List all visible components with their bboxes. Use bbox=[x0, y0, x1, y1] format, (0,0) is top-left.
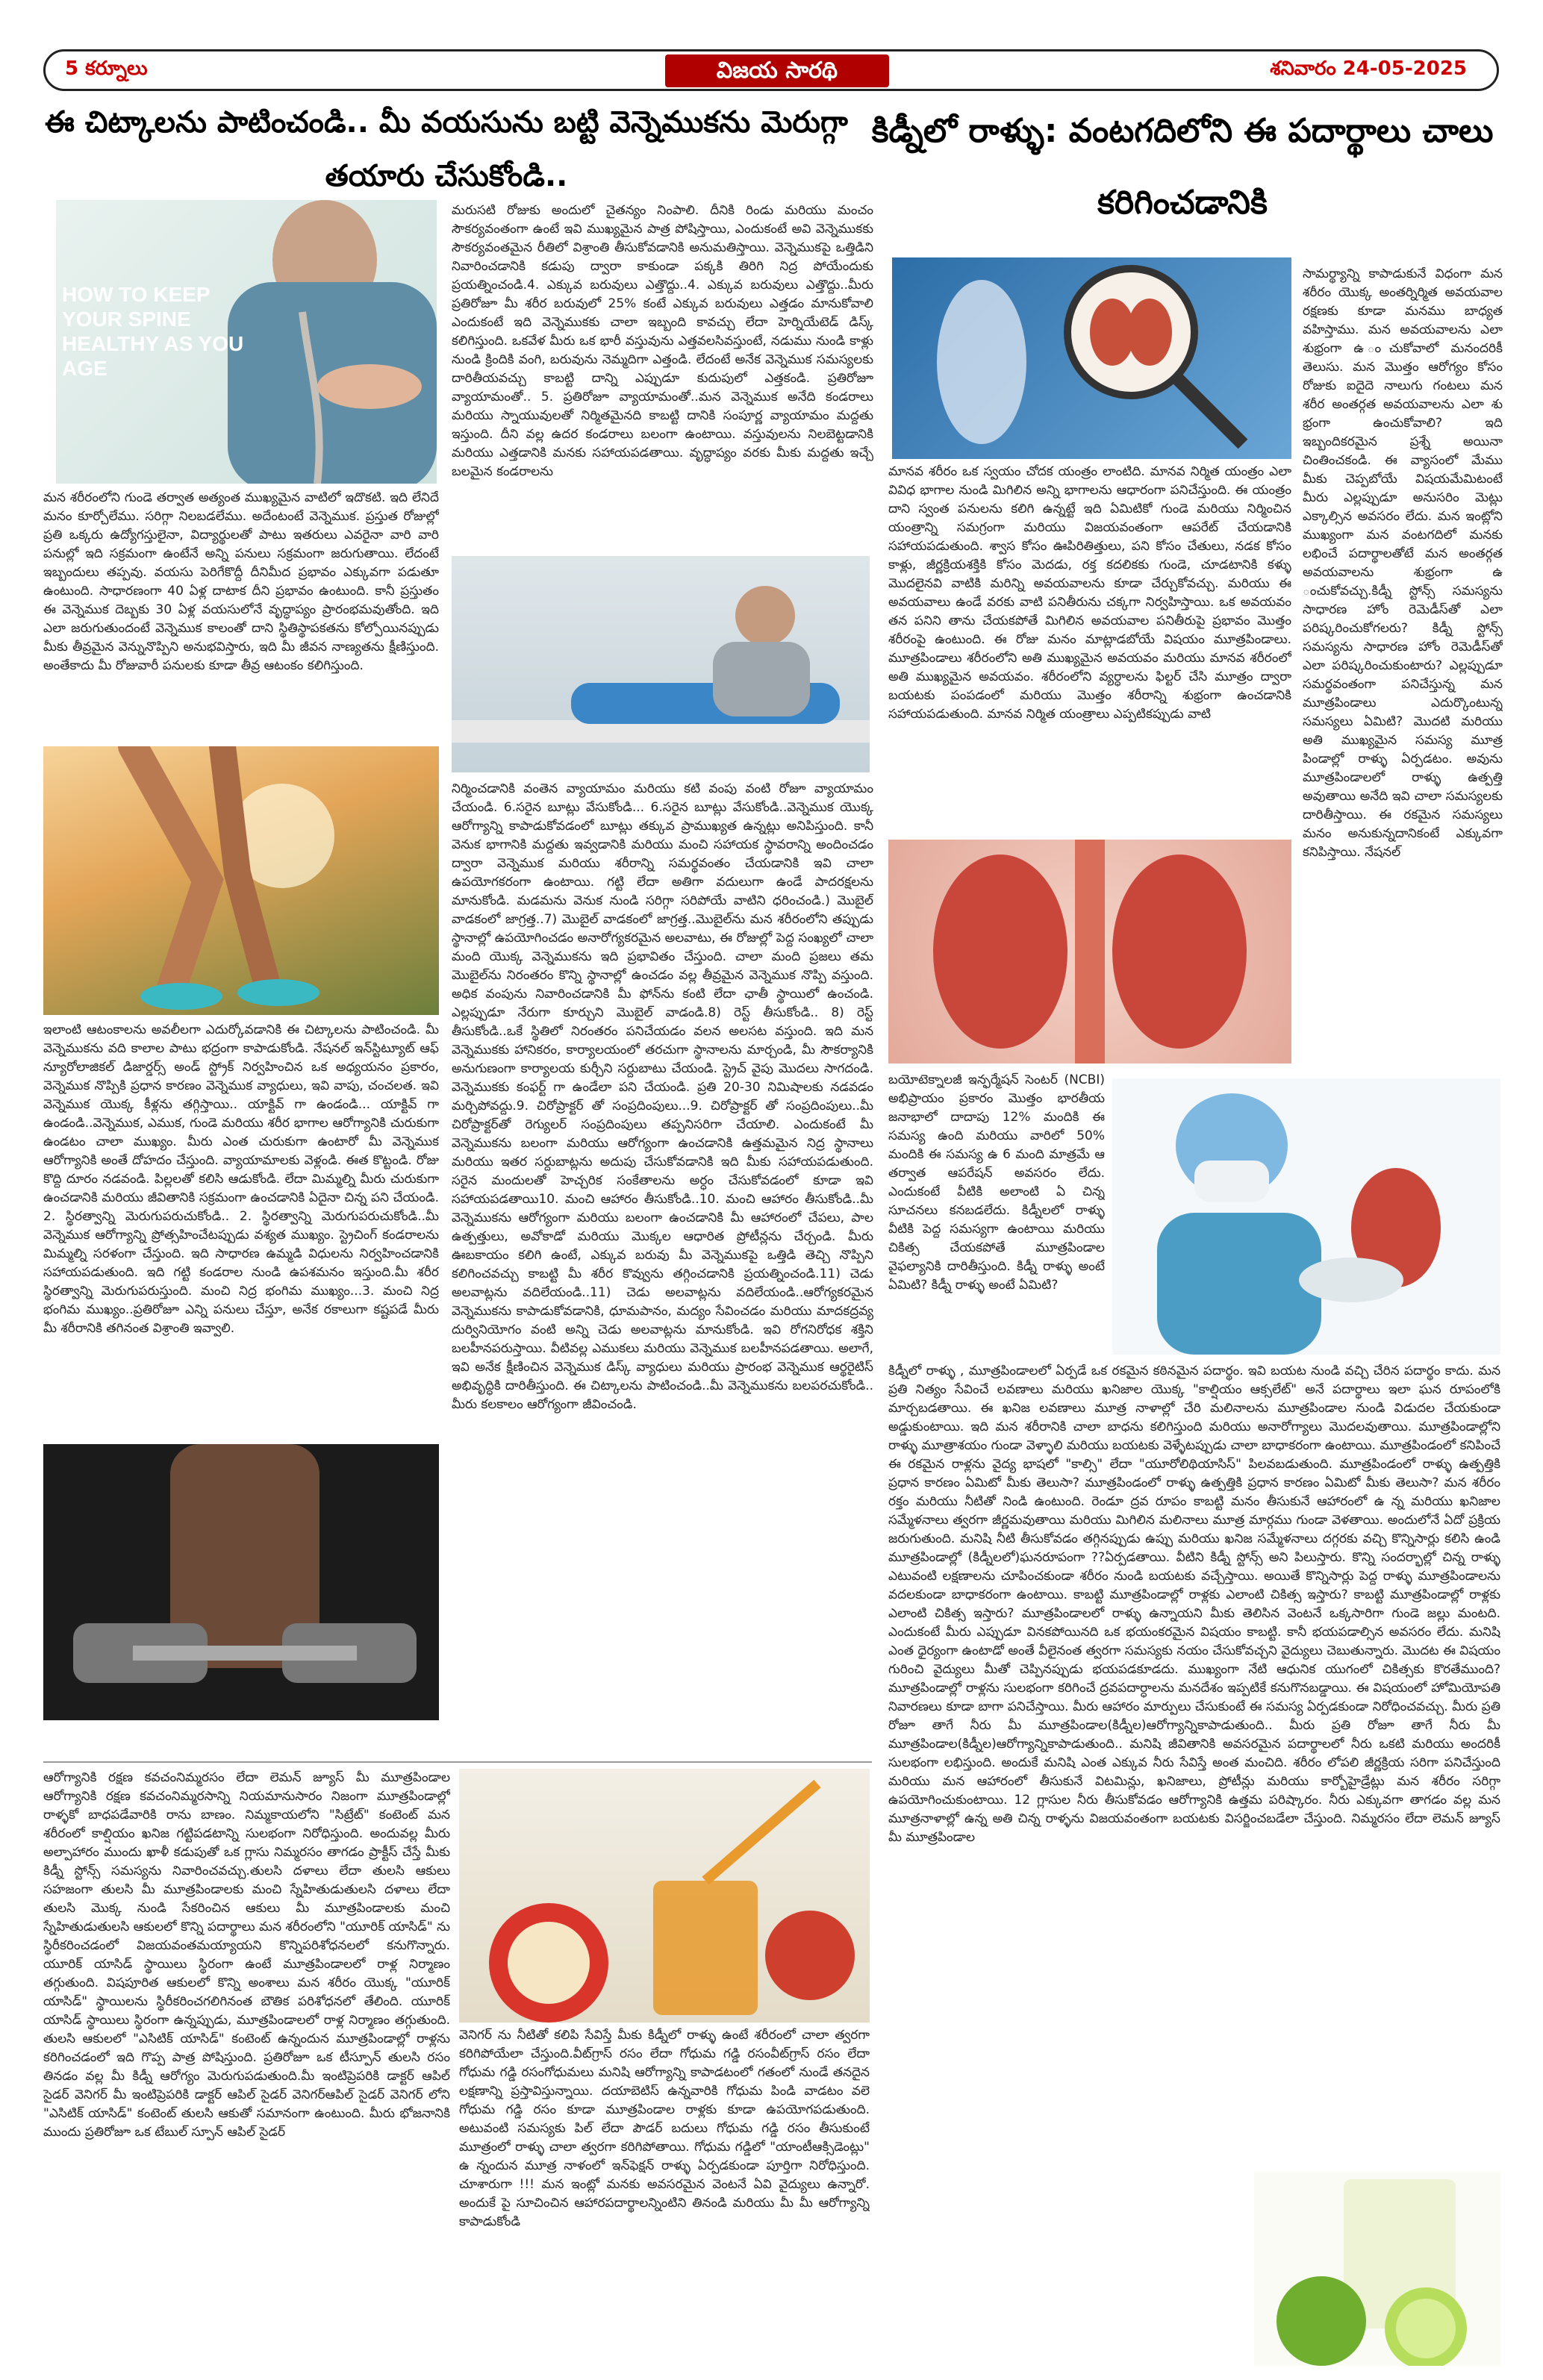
article2-right-col-text: సామర్థ్యాన్ని కాపాడుకునే విధంగా మన శరీరం యొక్క అంతర్నిర్మిత అవయవాల రక్షణకు కూడా మనము బాధ్యత వహిస్తాము. మన అవయవాలను ఎలా శుభ్రంగా ఉ ంచుకోవాలో మనందరికీ తెలుసు. మన మొత్తం ఆరోగ్యం కోసం రోజుకు ఐదైదె నాలుగు గంటలు మన శరీర అంతర్గత అవయవాలను ఎలా శు భ్రంగా ఉంచుకోవాలి? ఇది ఇబ్బందికరమైన ప్రశ్నే అయినా చింతించకండి. ఈ వ్యాసంలో మేము మీకు చెప్పబోయే విషయమేమిటంటే మీరు ఎల్లప్పుడూ అనుసరిం మెట్లు ఎక్కాల్సిన అవసరం లేదు. మన ఇంట్లోని ముఖ్యంగా మన వంటగదిలో మనకు లభించే పదార్థాలతోటే మన అంతర్గత అవయవాలను శుభ్రంగా ఉ ంచుకోవచ్చు.కిడ్నీ స్టోన్స్ సమస్యను సాధారణ హోం రెమెడీస్‌తో ఎలా పరిష్కరించుకోగలరు? కిడ్నీ స్టోన్స్ సమస్యను సాధారణ హోం రెమెడీస్‌తో ఎలా పరిష్కరించుకుంటారు? ఎల్లప్పుడూ సమర్థవంతంగా పనిచేస్తున్న మన మూత్రపిండాలు ఎదుర్కొంటున్న సమస్యలు ఏమిటి? మొదటి మరియు అతి ముఖ్యమైన సమస్య మూత్ర పిండాల్లో రాళ్ళు ఏర్పడటం. అవును మూత్రపిండాలలో రాళ్ళు ఉత్పత్తి అవుతాయి అనేది ఇవి చాలా సమస్యలకు దారితీస్తాయి. ఈ రకమైన సమస్యలు మనం అనుకున్నదానికంటే ఎక్కువగా కనిపిస్తాయి. నేషనల్ bbox=[1303, 266, 1503, 860]
doctor-kidney-photo bbox=[1112, 1078, 1500, 1355]
article1-col2-para2: నిర్మించడానికి వంతెన వ్యాయామం మరియు కటి వంపు వంటి రోజూ వ్యాయామం చేయండి. 6.సరైన బూట్లు వేసుకోండి... 6.సరైన బూట్లు వేసుకోండి..వెన్నెముక యొక్క ఆరోగ్యాన్ని కాపాడుకోవడంలో బూట్లు తక్కువ ప్రాముఖ్యత ఉన్నట్లు అనిపిస్తుంది. కానీ వెనుక భాగానికి మద్దతు ఇవ్వడానికి మరియు మంచి సహాయక స్థావరాన్ని అందించడం ద్వారా వెన్నెముక మరియు శరీరాన్ని సమర్థవంతం చేయడానికి ఇవి చాలా ఉపయోగకరంగా ఉంటాయి. గట్టి లేదా అతిగా వదులుగా ఉండే పాదరక్షలను మానుకోండి. మడమను వెనుక నుండి సరిగ్గా సరిపోయే వాటిని ధరించండి.) మొబైల్ వాడకంలో జాగ్రత్త..7) మొబైల్ వాడకంలో జాగ్రత్త..మొబైల్‌ను మన శరీరంలోని తప్పుడు స్థానాల్లో ఉపయోగించడం అనారోగ్యకరమైన అలవాటు, ఈ రోజుల్లో పెద్ద సంఖ్యలో చాలా మంది యొక్క వెన్నెముకను ఇది ప్రభావితం చేస్తుంది. చాలా మంది ప్రజలు తమ మొబైల్‌ను నిరంతరం కొన్ని స్థానాల్లో ఉంచడం వల్ల తీవ్రమైన వెన్నెముక నొప్పి వస్తుంది. అధిక వంపును నివారించడానికి మీ ఫోన్‌ను కంటి లేదా ఛాతీ స్థాయిలో ఉంచండి. ఎల్లప్పుడూ నేరుగా కూర్చుని మొబైల్ వాడండి.8) రెస్ట్ తీసుకోండి.. 8) రెస్ట్ తీసుకోండి..ఒకే స్థితిలో నిరంతరం పనిచేయడం వలన అలసట వస్తుంది. ఇది మన వెన్నెముకకు హానికరం, కార్యాలయంలో తరచుగా స్థానాలను మార్చండి, మీ సౌకర్యానికి అనుగుణంగా కార్యాలయ కుర్చీని సర్దుబాటు చేయండి. స్ట్రెచ్ వైపు మొదలు సాగదండి. వెన్నెముకకు కంఫర్ట్ గా ఉండేలా పని చేయండి. ప్రతి 20-30 నిమిషాలకు నడవడం మర్చిపోవద్దు.9. చిరోప్రాక్టర్ తో సంప్రదింపులు...9. చిరోప్రాక్టర్ తో సంప్రదింపులు..మీ చిరోప్రాక్టర్‌తో రెగ్యులర్ సంప్రదింపులు తప్పనిసరిగా చేయాలి. ఎందుకంటే మీ వెన్నెముకను బలంగా మరియు ఆరోగ్యంగా ఉంచడానికి ఉత్తమమైన నిద్ర స్థానాలు మరియు ఇతర సర్దుబాట్లను అదుపు చేసుకోవడానికి ఇది మీకు సహాయపడుతుంది. సరైన మందులతో హెచ్చరిక సంకేతాలను అర్ధం చేసుకోవడంలో కూడా ఇవి సహాయపడతాయి10. మంచి ఆహారం తీసుకోండి..10. మంచి ఆహారం తీసుకోండి..మీ వెన్నెముకను ఆరోగ్యంగా మరియు బలంగా ఉంచడానికి మీ ఆహారంలో చేపలు, పాల ఉత్పత్తులు, అవోకాడో మరియు మొక్కల ఆధారిత ప్రోటీన్లను చేర్చండి. మీరు ఊబకాయం కలిగి ఉంటే, ఎక్కువ బరువు మీ వెన్నెముకపై ఒత్తిడి తెచ్చి నొప్పిని కలిగించవచ్చు కాబట్టి మీ శరీర కొవ్వును తగ్గించడానికి ప్రయత్నించండి.11) చెడు అలవాట్లను వదిలేయండి..11) చెడు అలవాట్లను వదిలేయండి..ఆరోగ్యకరమైన వెన్నెముకను కాపాడుకోవడానికి, ధూమపానం, మద్యం సేవించడం మరియు మాదకద్రవ్య దుర్వినియోగం వంటి అన్ని చెడు అలవాట్లను మానుకోండి. ఇవి రోగనిరోధక శక్తిని బలహీనపరుస్తాయి. వీటివల్ల ఎముకలు మరియు వెన్నెముక బలహీనపడతాయి. అలాగే, ఇవి అనేక క్షీణించిన వెన్నెముక డిస్క్ వ్యాధులు మరియు ప్రారంభ వెన్నెముక ఆర్థరైటిస్ అభివృద్ధికి దారితీస్తుంది. ఈ చిట్కాలను పాటించండి..మీ వెన్నెముకను బలపరచుకోండి.. మీరు కలకాలం ఆరోగ్యంగా జీవించండి. bbox=[452, 781, 873, 1412]
spine-photo-caption: HOW TO KEEP YOUR SPINE HEALTHY AS YOU AGE bbox=[62, 283, 244, 380]
spine-health-photo bbox=[56, 200, 437, 484]
chiropractor-photo bbox=[452, 556, 870, 772]
page-header-banner bbox=[43, 49, 1499, 91]
dumbbell-workout-photo bbox=[43, 1444, 439, 1720]
knee-pain-photo bbox=[43, 746, 439, 1015]
article1-col1-para1: మన శరీరంలోని గుండె తర్వాత అత్యంత ముఖ్యమైన వాటిలో ఇదొకటి. ఇది లేనిదే మనం కూర్చోలేము. సరిగ్గా నిలబడలేము. అదేంటంటే వెన్నెముక. ప్రస్తుత రోజుల్లో ప్రతి ఒక్కరు ఉద్యోగస్తులైనా, విద్యార్థులతో పాటు ఇతరులు ఎవరైనా వారి వారి పనుల్లో ఇది సక్రమంగా ఉంటేనే అన్ని పనులు సక్రమంగా జరుగుతాయి. లేదంటే ఇబ్బందులు తప్పవు. వయసు పెరిగేకొద్దీ దీనిమీద ప్రభావం ఎక్కువగా పడుతూ ఉంటుంది. సాధారణంగా 40 ఏళ్ల దాటాక దీని ప్రభావం ఉంటుంది. కానీ ప్రస్తుతం ఈ వెన్నెముక దెబ్బకు 30 ఏళ్ల వయసులోనే వృద్ధాప్యం ప్రారంభమవుతోంది. ఇది ఎలా జరుగుతుందంటే వెన్నెముక కాలంతో దాని స్థితిస్థాపకతను కోల్పోయినప్పుడు మీకు తీవ్రమైన వెన్నునొప్పిని అనుభవిస్తారు, ఇది మీ జీవన నాణ్యతను క్షీణిస్తుంది. అంతేకాదు మీ రోజువారీ పనులకు కూడా తీవ్ర ఆటంకం కలిగిస్తుంది. bbox=[43, 490, 439, 673]
article1-col2-para1: మరుసటి రోజుకు అందులో చైతన్యం నింపాలి. దీనికి రిండు మరియు మంచం సౌకర్యవంతంగా ఉంటే ఇవి ముఖ్యమైన పాత్ర పోషిస్తాయి, ఎందుకంటే అవి వెన్నెముకకు సౌకర్యవంతమైన రీతిలో విశ్రాంతి తీసుకోవడానికి అనుమతిస్తాయి. వెన్నెముకపై ఒత్తిడిని నివారించడానికి కడుపు ద్వారా కాకుండా పక్కకి తిరిగి నిద్ర పోయేందుకు ప్రయత్నించండి.4. ఎక్కువ బరువులు ఎత్తొద్దు..4. ఎక్కువ బరువులు ఎత్తొద్దు..మీరు ప్రతిరోజూ మీ శరీర బరువులో 25% కంటే ఎక్కువ బరువులు ఎత్తడం మానుకోవాలి ఎందుకంటే ఇది వెన్నెముకకు చాలా ఇబ్బంది కావచ్చు లేదా హెర్నియేటెడ్ డిస్క్ కలిగిస్తుంది. ఒకవేళ మీరు ఒక భారీ వస్తువును ఎత్తవలసివస్తుంటే, నడుము నుండి కాళ్లు నుండి క్రిందికి వంగి, బరువును నెమ్మదిగా ఎత్తండి. లేదంటే అనేక వెన్నెముక సమస్యలకు దారితీయవచ్చు కాబట్టి దాన్ని ఎప్పుడూ కుదుపులో ఎత్తకండి. ప్రతిరోజూ వ్యాయామంతో.. 5. ప్రతిరోజూ వ్యాయామంతో..మన వెన్నెముక అనేది కండరాలు మరియు స్నాయువులతో నిర్మితమైనది కాబట్టి దానికి సంపూర్ణ వ్యాయామం మద్దతు ఇస్తుంది. దీని వల్ల ఉదర కండరాలు బలంగా ఉంటాయి. వస్తువులను నిలబెట్టడానికి మరియు ఎత్తడానికి మనకు సహాయపడతాయి. వృద్ధాప్యం వరకు మీకు మద్దతు ఇచ్చే బలమైన కండరాలను bbox=[452, 203, 873, 479]
article1-headline: ఈ చిట్కాలను పాటించండి.. మీ వయసును బట్టి వెన్నెముకను మెరుగ్గా తయారు చేసుకోండి.. bbox=[45, 105, 848, 193]
newspaper-title: విజయ సారథి bbox=[665, 54, 889, 87]
article2-mid-para2: బయోటెక్నాలజీ ఇన్ఫర్మేషన్ సెంటర్ (NCBI) అభిప్రాయం ప్రకారం మొత్తం భారతీయ జనాభాలో దాదాపు 12% మందికి ఈ సమస్య ఉంది మరియు వారిలో 50% మందికి ఈ సమస్య ఉ 6 మంది మాత్రమే ఆ తర్వాత ఆపరేషన్ అవసరం లేదు. ఎందుకంటే వీటికి అలాంటి ఏ చిన్న సూచనలు కనబడలేదు. కిడ్నీలలో రాళ్ళు వీటికి పెద్ద సమస్యగా ఉంటాయి మరియు చికిత్స చేయకపోతే మూత్రపిండాల వైఫల్యానికి దారితీస్తుంది. కిడ్నీ రాళ్ళు అంటే ఏమిటి? కిడ్నీ రాళ్ళు అంటే ఏమిటి? bbox=[888, 1072, 1105, 1293]
article2-body-text: కిడ్నీలో రాళ్ళు , మూత్రపిండాలలో ఏర్పడే ఒక రకమైన కఠినమైన పదార్థం. ఇవి బయట నుండి వచ్చి చేరిన పదార్థం కాదు. మన ప్రతి నిత్యం సేవించే లవణాలు మరియు ఖనిజాల యొక్క "కాల్షియం ఆక్సలేట్" అనే పదార్థాలు ఇలా ఘన రూపంలోకి మార్చబడతాయి. ఈ ఖనిజ లవణాలు మూత్ర నాళాల్లో చేరి మలినాలను మూత్రపిండాల నుండి విడుదల చేయకుండా అడ్డుకుంటాయి. ఇది మన శరీరానికి చాలా బాధను కలిగిస్తుంది మరియు అనారోగ్యాలు మొదలవుతాయి. మూత్రపిండాల్లోని రాళ్ళు మూత్రాశయం గుండా వెళ్ళాలి మరియు బయటకు వెళ్ళేటప్పుడు చాలా బాధాకరంగా ఉంటాయి. మూత్రపిండంలో కనిపించే ఈ రకమైన రాళ్లను వైద్య భాషలో "కాల్సి" లేదా "యూరోలిథియాసిస్" పిలవబడుతుంది. మూత్రపిండంలో రాళ్ళు ఉత్పత్తికి ప్రధాన కారణం ఏమిటో మీకు తెలుసా? మూత్రపిండంలో రాళ్ళు ఉత్పత్తికి ప్రధాన కారణం ఏమిటో మీకు తెలుసా? మన శరీరం రక్తం మరియు నీటితో నిండి ఉంటుంది. రెండూ ద్రవ రూపం కాబట్టి మనం తీసుకునే ఆహారంలో ఉ న్న మరియు ఖనిజాల సమ్మేళనాలు త్వరగా జీర్ణమవుతాయి మరియు మిగిలిన మలినాలు మూత్ర మార్గము గుండా వెళతాయి. అందులోనే ఏదో ప్రక్రియ జరుగుతుంది. మనిషి నీటి తీసుకోవడం తగ్గినప్పుడు ఉప్పు మరియు ఖనిజ సమ్మేళనాలు దగ్గరకు వచ్చి కొన్నిసార్లు కలిసి ఉండి మూత్రపిండాల్లో (కిడ్నీలలో)ఘనరూపంగా ??ఏర్పడతాయి. వీటిని కిడ్నీ స్టోన్స్ అని పిలుస్తారు. కొన్ని సందర్భాల్లో చిన్న రాళ్ళు ఎటువంటి లక్షణాలను చూపించకుండా శరీరం నుండి బయటకు వచ్చేస్తాయి. అయితే కొన్నిసార్లు పెద్ద రాళ్ళు మూత్రపిండాలను వదలకుండా బాధాకరంగా ఉంటాయి. కాబట్టి మూత్రపిండాల్లో రాళ్లకు ఎలాంటి చికిత్స ఇస్తారు? కాబట్టి మూత్రపిండాల్లో రాళ్లకు ఎలాంటి చికిత్స ఇస్తారు? మూత్రపిండాలలో రాళ్ళు ఉన్నాయని మీకు తెలిసిన వెంటనే ఒక్కసారిగా గుండె జల్లు మంటది. ఎందుకంటే మీరు ఎప్పుడూ వినకపోయినది ఒక భయంకరమైన విషయం కాబట్టి. కానీ భయపడాల్సిన అవసరం లేదు. మనిషి ఎంత ధైర్యంగా ఉంటాడో అంతే వీలైనంత త్వరగా సమస్యకు నయం చేసుకోవచ్చని వైద్యులు చెబుతున్నారు. మొదట ఈ విషయం గురించి వైద్యులు మీతో చెప్పినప్పుడు భయపడకూడదు. ముఖ్యంగా నేటి ఆధునిక యుగంలో చికిత్సకు కొరతేముంది? మూత్రపిండాల్లో రాళ్లను సులభంగా కరిగించే ద్రవపదార్ధాలను మనదేశం ఇప్పటికే కనుగొనబడ్డాయి. ఈ విషయంలో హోమియోపతి నివారణలు కూడా బాగా పనిచేస్తాయి. మీరు ఆహారం మార్పులు చేసుకుంటే ఈ సమస్య ఏర్పడకుండా నిరోధించవచ్చు. మీరు ప్రతి రోజూ తాగే నీరు మీ మూత్రపిండాల(కిడ్నీల)ఆరోగ్యాన్నికాపాడుతుంది.. మీరు ప్రతి రోజూ తాగే నీరు మీ మూత్రపిండాల(కిడ్నీల)ఆరోగ్యాన్నికాపాడుతుంది.. మనిషి జీవితానికి అవసరమైన పదార్థాలలో నీరు ఒకటి మరియు అందరికీ సులభంగా లభిస్తుంది. అందుకే మనిషి ఎంత ఎక్కువ నీరు సేవిస్తే అంత మంచిది. శరీరం లోపలి జీర్ణక్రియ సరిగా పనిచేస్తుంది మరియు మన ఆహారంలో తీసుకునే విటమిన్లు, ఖనిజాలు, ప్రోటీన్లు మరియు కార్బోహైడ్రేట్లు మన శరీరం సరిగ్గా ఉపయోగించుకుంటాయి. 12 గ్లాసుల నీరు తీసుకోవడం ఆరోగ్యానికి ఉత్తమ పరిష్కారం. నీరు ఎక్కువగా తాగడం వల్ల మన మూత్రనాళాల్లో ఉన్న అతి చిన్న రాళ్ళను విజయవంతంగా బయటకు విసర్జించబడేలా చేస్తుంది. నిమ్మరసం లేదా లెమన్ జ్యూస్ మీ మూత్రపిండాల bbox=[888, 1364, 1500, 1845]
article2-bottom-left-text: ఆరోగ్యానికి రక్షణ కవచంనిమ్మరసం లేదా లెమన్ జ్యూస్ మీ మూత్రపిండాల ఆరోగ్యానికి రక్షణ కవచంనిమ్మరసాన్ని నియమానుసారం నిజంగా మూత్రపిండాల్లో రాళ్ళకో బాధపడేవారికి రాను బాణం. నిమ్మకాయలోని "సిట్రేట్" కంటెంట్ మన శరీరంలో కాల్షియం ఖనిజ గట్టిపడటాన్ని సులభంగా నిరోధిస్తుంది. అందువల్ల మీరు అల్పాహారం ముందు ఖాళీ కడుపుతో ఒక గ్లాసు నిమ్మరసం తాగడం ప్రాక్టీస్ చేస్తే మీకు కిడ్నీ స్టోన్స్ సమస్యను నివారించవచ్చు.తులసి దళాలు లేదా తులసి ఆకులు సహజంగా తులసి మీ మూత్రపిండాలకు మంచి స్నేహితుడుతులసి దళాలు లేదా తులసి మొక్క నుండి సేకరించిన ఆకులు మీ మూత్రపిండాలకు మంచి స్నేహితుడుతులసి ఆకులలో కొన్ని పదార్థాలు మన శరీరంలోని "యూరిక్ యాసిడ్" ను స్థిరీకరించడంలో విజయవంతమయ్యాయని కొన్నిపరిశోధనలలో కనుగొన్నారు. యూరిక్ యాసిడ్ స్థాయిలు స్థిరంగా ఉంటే మూత్రపిండాలలో రాళ్ల నిర్మాణం తగ్గుతుంది. విషపూరిత ఆకులలో కొన్ని అంశాలు మన శరీరం యొక్క "యూరిక్ యాసిడ్" స్థాయిలను స్థిరీకరించగలిగినంత బౌతిక పరిశోధనలో తేలింది. యూరిక్ యాసిడ్ స్థాయిలు స్థిరంగా ఉన్నప్పుడు, మూత్రపిండాలలో రాళ్ల నిర్మాణం తగ్గుతుంది. తులసి ఆకులలో "ఎసిటిక్ యాసిడ్" కంటెంట్ ఉన్నందున మూత్రపిండాల్లో రాళ్లను కరిగించడంలో ఇది గొప్ప పాత్ర పోషిస్తుంది. ప్రతిరోజూ ఒక టీస్పూన్ తులసి రసం తినడం వల్ల మీ కిడ్నీ ఆరోగ్యం మెరుగుపడుతుంది.మీ ఇంటిప్రెపరికి డాక్టర్ ఆపిల్ సైడర్ వెనిగర్ మీ ఇంటిప్రెపరికి డాక్టర్ ఆపిల్ సైడర్ వెనిగర్ఆపిల్ సైడర్ వెనిగర్ లోని "ఎసిటిక్ యాసిడ్" కంటెంట్ తులసి ఆకుతో సమానంగా ఉంటుంది. మీరు భోజనానికి ముందు ప్రతిరోజూ ఒక టేబుల్ స్పూన్ ఆపిల్ సైడర్ bbox=[43, 1770, 450, 2140]
article2-mid-para1: మానవ శరీరం ఒక స్వయం చోదక యంత్రం లాంటిది. మానవ నిర్మిత యంత్రం ఎలా వివిధ భాగాల నుండి మిగిలిన అన్ని భాగాలను ఆధారంగా పనిచేస్తుంది. ఈ యంత్రం దాని స్వంత పనులను కలిగి ఉన్నట్టే ఇది ఏమిటికో గుండె మరియు నిర్మించిన యంత్రాన్ని సమగ్రంగా మరియు విజయవంతంగా ఆపరేట్ చేయడానికి సహాయపడుతుంది. శ్వాస కోసం ఊపిరితిత్తులు, పని కోసం చేతులు, నడక కోసం కాళ్లు, జీర్ణక్రియశక్తికి కోసం మెదడు, రక్త కదలికకు గుండె, చూడటానికి కళ్ళు మొదలైనవి వాటికి మరిన్ని అవయవాలను కూడా చేర్చుకోవచ్చు. మరియు ఈ అవయవాలు ఉండే వరకు వాటి పనితీరును చక్కగా నిర్వహిస్తాయి. ఒక అవయవం తన పనిని తాను చేయకపోతే మిగిలిన అవయవాల పనితీరుపై ప్రభావం మొత్తం శరీరంపై ఉంటుంది. ఈ రోజు మనం మాట్లాడబోయే విషయం మూత్రపిండాలు. మూత్రపిండాలు శరీరంలోని అతి ముఖ్యమైన అవయవం మరియు మానవ శరీరంలో అతి ముఖ్యమైన అవయవం. శరీరంలోని వ్యర్ధాలను ఫిల్టర్ చేసి మూత్రం ద్వారా బయటకు పంపడంలో మరియు మొత్తం శరీరాన్ని శుభ్రంగా ఉంచడానికి సహాయపడుతుంది. మానవ నిర్మిత యంత్రాలు ఎప్పటికప్పుడు వాటి bbox=[888, 464, 1291, 722]
lime-juice-photo bbox=[1254, 2172, 1500, 2366]
article1-col1-para2: ఇలాంటి ఆటంకాలను అవలీలగా ఎదుర్కోవడానికి ఈ చిట్కాలను పాటించండి. మీ వెన్నెముకను వది కాలాల పాటు భద్రంగా కాపాడుకోండి. నేషనల్ ఇన్‌స్టిట్యూట్ ఆఫ్ న్యూరోలాజికల్ డిజార్డర్స్ అండ్ స్ట్రోక్ నిర్వహించిన ఒక అధ్యయనం ప్రకారం, వెన్నెముక నొప్పికి ప్రధాన కారణం వెన్నెముక వ్యాధులు, ఇవి వాపు, చంచలత. ఇవి వెన్నెముక యొక్క కీళ్లను తగ్గిస్తాయి.. యాక్టివ్ గా ఉండండి... యాక్టివ్ గా ఉండండి..వెన్నెముక, ఎముక, గుండె మరియు శరీర భాగాల ఆరోగ్యానికి చురుకుగా ఉండటం చాలా ముఖ్యం. మీరు ఎంత చురుకుగా ఉంటారో మీ వెన్నెముక ఆరోగ్యానికి అంతే దోహదం చేస్తుంది. వ్యాయామాలకు వెళ్లండి. ఈత కొట్టండి. రోజు కొద్ది దూరం నడవండి. పిల్లలతో కలిసి ఆడుకోండి. లేదా మిమ్మల్ని మీరు చురుకుగా ఉంచడానికి మరియు జీవితానికి సక్రమంగా ఉంచడానికి ఏదైనా చిన్న పని చేయండి. 2. స్థిరత్వాన్ని మెరుగుపరుచుకోండి.. 2. స్థిరత్వాన్ని మెరుగుపరుచుకోండి..మీ వెన్నెముక ఆరోగ్యాన్ని ప్రోత్సహించేటప్పుడు వశ్యత ముఖ్యం. స్ట్రెచింగ్ కండరాలను మిమ్మల్ని సరళంగా చేస్తుంది. ఇది సాధారణ ఉమ్మడి విధులను నిర్వహించడానికి సహాయపడుతుంది. ఇది గట్టి కండరాల నుండి ఉపశమనం ఇస్తుంది.మీ శరీర స్థిరత్వాన్ని మెరుగుపరుస్తుంది. మంచి నిద్ర భంగిమ ముఖ్యం...3. మంచి నిద్ర భంగిమ ముఖ్యం..ప్రతిరోజూ ఎన్ని పనులు చేస్తూ, అనేక రకాలుగా కష్టపడే మీరు మీ శరీరానికి తగినంత విశ్రాంతి ఇవ్వాలి. bbox=[43, 1022, 439, 1336]
article-divider bbox=[43, 1761, 872, 1763]
issue-date: శనివారం 24-05-2025 bbox=[1270, 57, 1467, 80]
article2-bottom-mid-text: వెనిగర్ ను నీటితో కలిపి సేవిస్తే మీకు కిడ్నీలో రాళ్ళు ఉంటే శరీరంలో చాలా త్వరగా కరిగిపోయేలా చేస్తుంది.వీట్‌గ్రాస్ రసం లేదా గోధుమ గడ్డి రసంవీట్‌గ్రాస్ రసం లేదా గోధుమ గడ్డి రసంగోధుమలు మనిషి ఆరోగ్యాన్ని కాపాడటంలో గతంలో నుండే తనదైన లక్షణాన్ని ప్రస్తావిస్తున్నాయి. దయాబెటిస్ ఉన్నవారికి గోధుమ పిండి వాడటం వలె గోధుమ గడ్డి రసం కూడా మూత్రపిండాల రాళ్లకు కూడా ఉపయోగపడుతుంది. అటువంటి సమస్యకు పిల్ లేదా పౌడర్ బదులు గోధుమ గడ్డి రసం తీసుకుంటే మూత్రంలో రాళ్ళు చాలా త్వరగా కరిగిపోతాయి. గోధుమ గడ్డిలో "యాంటీఆక్సిడెంట్లు" ఉ న్నందున మూత్ర నాళంలో ఇన్‌ఫెక్షన్ రాళ్ళు ఏర్పడకుండా పూర్తిగా నిరోధిస్తుంది. చూశారుగా !!! మన ఇంట్లో మనకు అవసరమైన వెంటనే ఏవి వైద్యులు ఉన్నారో. అందుకే పై సూచించిన ఆహారపదార్థాలన్నింటిని తినండి మరియు మీ మీ ఆరోగ్యాన్ని కాపాడుకోండి bbox=[459, 2028, 870, 2229]
apple-cider-vinegar-photo bbox=[459, 1769, 870, 2023]
page-number: 5 కర్నూలు bbox=[65, 57, 148, 80]
kidney-magnifier-photo bbox=[892, 257, 1291, 459]
kidney-illustration bbox=[888, 840, 1291, 1063]
article2-headline: కిడ్నీలో రాళ్ళు: వంటగదిలోని ఈ పదార్థాలు చాలు కరిగించడానికి bbox=[871, 112, 1494, 222]
